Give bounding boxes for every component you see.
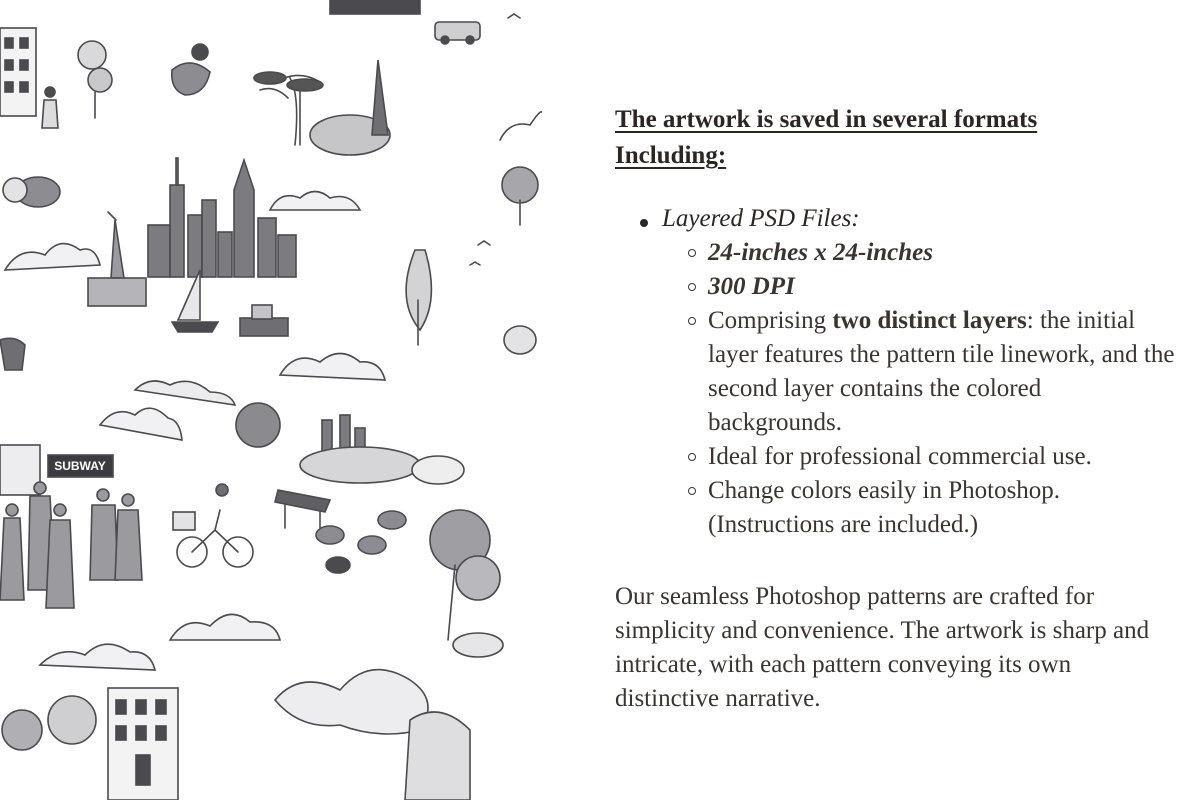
brownstone-bottom [108,688,178,800]
detail-layers [662,304,1175,440]
format-title: Layered PSD Files: [662,205,860,232]
subway-sign-text: SUBWAY [54,459,106,473]
toile-artwork [0,0,542,800]
detail-dpi: 300 DPI [662,270,1175,304]
detail-size: 24-inches x 24-inches [662,236,1175,270]
formats-panel [615,102,1175,716]
format-details [662,236,1175,542]
toile-illustration [0,0,542,800]
detail-commercial: Ideal for professional commercial use. [662,440,1175,474]
nyc-skyline [148,158,296,277]
detail-layers-bold: two distinct layers [832,307,1027,334]
formats-heading [615,102,1175,174]
description-paragraph: Our seamless Photoshop patterns are crafted for simplicity and convenience. The artwork is sharp and intricate, with each pattern conveying its own distinctive narrative. [615,583,1150,712]
detail-colors-line1: Change colors easily in Photoshop. [708,477,1061,504]
detail-colors [662,474,1175,542]
detail-colors-line2: (Instructions are included.) [708,511,979,538]
detail-layers-suffix: : the initial layer features the pattern tile linework, and the second layer contains the colored backgrounds. [708,307,1175,436]
formats-heading-line1: The artwork is saved in several formats [615,106,1038,133]
format-item-psd [615,202,1175,542]
formats-heading-line2: Including: [615,142,727,169]
detail-layers-prefix: Comprising [708,307,833,334]
format-list [615,202,1175,542]
brownstone-top [0,28,36,116]
